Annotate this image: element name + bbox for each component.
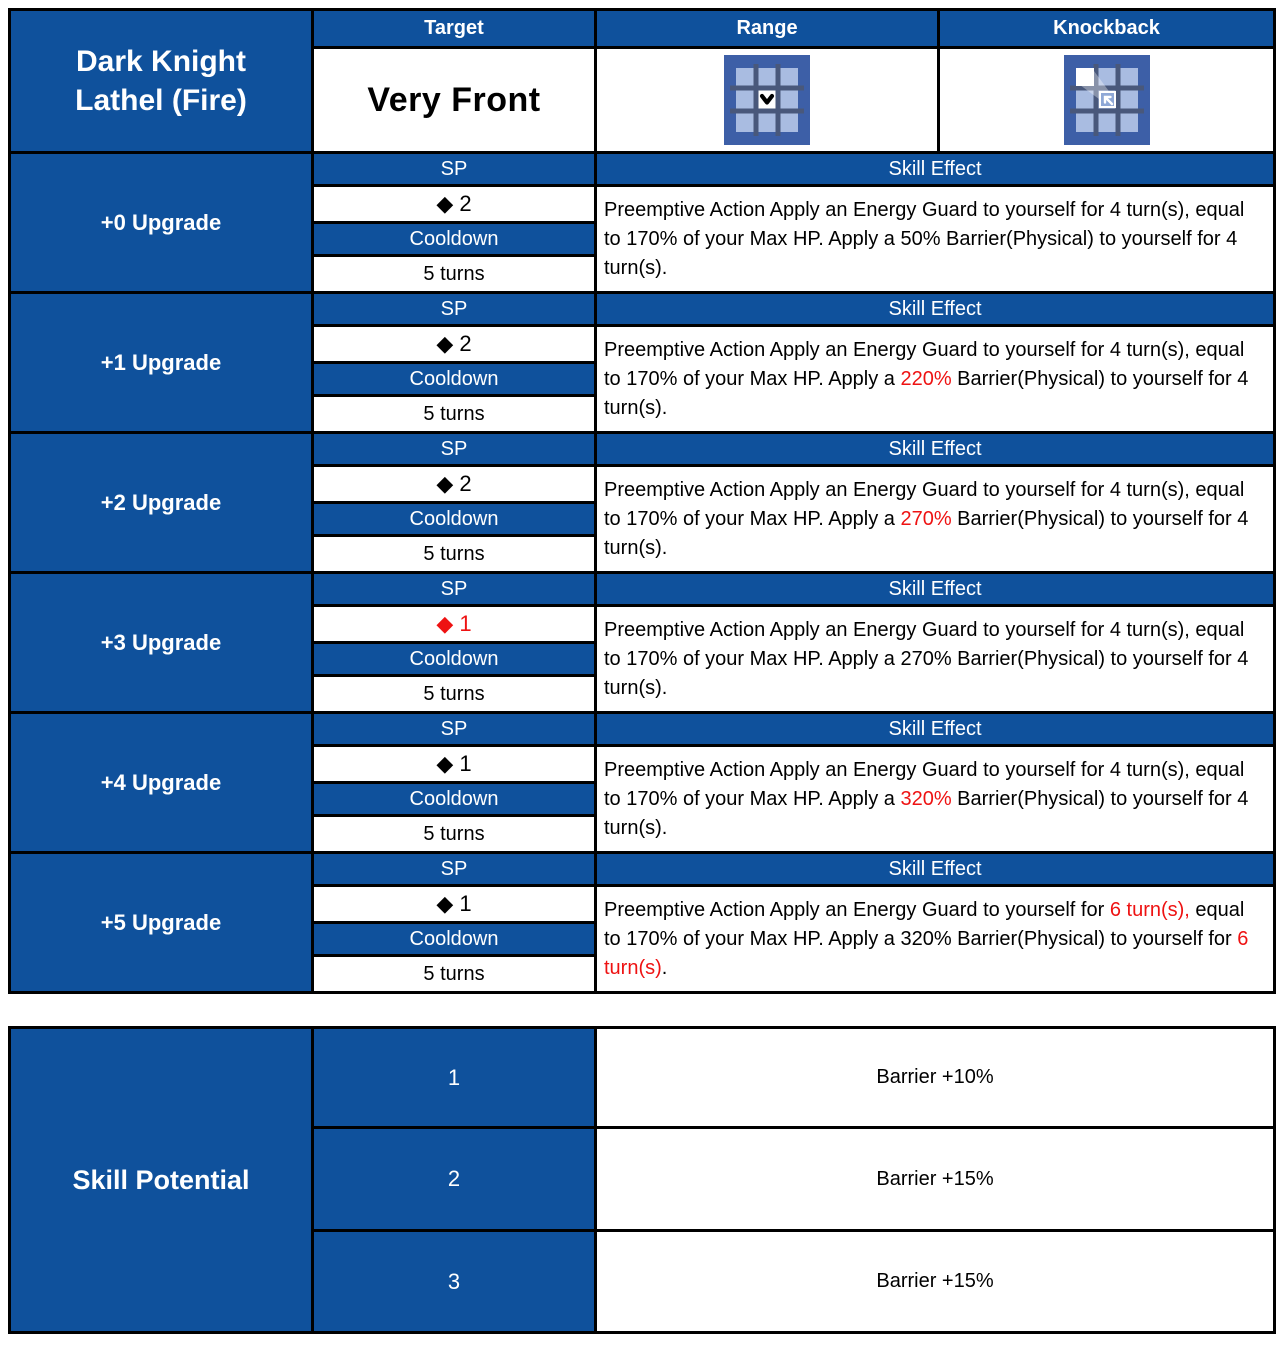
- upgrade-label-2: +2 Upgrade: [11, 434, 311, 571]
- skill-table: [8, 8, 1276, 994]
- target-value: Very Front: [314, 49, 594, 151]
- skill-effect-header-2: Skill Effect: [597, 434, 1273, 464]
- upgrade-label-3: +3 Upgrade: [11, 574, 311, 711]
- upgrade-label-4: +4 Upgrade: [11, 714, 311, 851]
- cooldown-header-0: Cooldown: [314, 224, 594, 254]
- cooldown-header-5: Cooldown: [314, 924, 594, 954]
- target-header: Target: [314, 11, 594, 46]
- knockback-header: Knockback: [940, 11, 1273, 46]
- sp-header-0: SP: [314, 154, 594, 184]
- cooldown-value-5: 5 turns: [314, 957, 594, 991]
- upgrade-label-5: +5 Upgrade: [11, 854, 311, 991]
- sp-header-4: SP: [314, 714, 594, 744]
- skill-effect-header-0: Skill Effect: [597, 154, 1273, 184]
- sp-header-5: SP: [314, 854, 594, 884]
- potential-effect-1: Barrier +10%: [597, 1029, 1273, 1126]
- skill-effect-header-3: Skill Effect: [597, 574, 1273, 604]
- cooldown-header-2: Cooldown: [314, 504, 594, 534]
- upgrade-label-1: +1 Upgrade: [11, 294, 311, 431]
- range-header: Range: [597, 11, 937, 46]
- sp-value-3: ◆ 1: [314, 607, 594, 641]
- sp-value-1: ◆ 2: [314, 327, 594, 361]
- potential-level-3: 3: [314, 1232, 594, 1331]
- potential-level-2: 2: [314, 1129, 594, 1229]
- skill-effect-header-1: Skill Effect: [597, 294, 1273, 324]
- range-icon-cell: [597, 49, 937, 151]
- cooldown-value-2: 5 turns: [314, 537, 594, 571]
- sp-value-4: ◆ 1: [314, 747, 594, 781]
- range-area-down-icon: [724, 55, 810, 145]
- cooldown-value-4: 5 turns: [314, 817, 594, 851]
- character-name-line2: Lathel (Fire): [75, 84, 247, 117]
- character-name-line1: Dark Knight: [75, 45, 246, 78]
- skill-effect-header-5: Skill Effect: [597, 854, 1273, 884]
- skill-potential-title: Skill Potential: [11, 1029, 311, 1331]
- potential-level-1: 1: [314, 1029, 594, 1126]
- cooldown-value-0: 5 turns: [314, 257, 594, 291]
- upgrade-label-0: +0 Upgrade: [11, 154, 311, 291]
- potential-effect-2: Barrier +15%: [597, 1129, 1273, 1229]
- sp-value-5: ◆ 1: [314, 887, 594, 921]
- skill-effect-text-4: Preemptive Action Apply an Energy Guard to yourself for 4 turn(s), equal to 170% of your Max HP. Apply a 320% Barrier(Physical) to yourself for 4 turn(s).: [597, 747, 1273, 851]
- knockback-icon-cell: [940, 49, 1273, 151]
- sp-value-2: ◆ 2: [314, 467, 594, 501]
- sp-header-3: SP: [314, 574, 594, 604]
- sp-header-2: SP: [314, 434, 594, 464]
- skill-effect-text-1: Preemptive Action Apply an Energy Guard to yourself for 4 turn(s), equal to 170% of your Max HP. Apply a 220% Barrier(Physical) to yourself for 4 turn(s).: [597, 327, 1273, 431]
- cooldown-header-3: Cooldown: [314, 644, 594, 674]
- character-name: [11, 11, 311, 151]
- potential-effect-3: Barrier +15%: [597, 1232, 1273, 1331]
- cooldown-header-4: Cooldown: [314, 784, 594, 814]
- skill-effect-text-3: Preemptive Action Apply an Energy Guard to yourself for 4 turn(s), equal to 170% of your Max HP. Apply a 270% Barrier(Physical) to yourself for 4 turn(s).: [597, 607, 1273, 711]
- skill-effect-text-2: Preemptive Action Apply an Energy Guard to yourself for 4 turn(s), equal to 170% of your Max HP. Apply a 270% Barrier(Physical) to yourself for 4 turn(s).: [597, 467, 1273, 571]
- sp-value-0: ◆ 2: [314, 187, 594, 221]
- skill-potential-table: [8, 1026, 1276, 1334]
- knockback-up-left-icon: [1064, 55, 1150, 145]
- skill-effect-header-4: Skill Effect: [597, 714, 1273, 744]
- cooldown-value-1: 5 turns: [314, 397, 594, 431]
- cooldown-header-1: Cooldown: [314, 364, 594, 394]
- skill-effect-text-0: Preemptive Action Apply an Energy Guard to yourself for 4 turn(s), equal to 170% of your Max HP. Apply a 50% Barrier(Physical) to yourself for 4 turn(s).: [597, 187, 1273, 291]
- sp-header-1: SP: [314, 294, 594, 324]
- skill-effect-text-5: Preemptive Action Apply an Energy Guard to yourself for 6 turn(s), equal to 170% of your Max HP. Apply a 320% Barrier(Physical) to yourself for 6 turn(s).: [597, 887, 1273, 991]
- cooldown-value-3: 5 turns: [314, 677, 594, 711]
